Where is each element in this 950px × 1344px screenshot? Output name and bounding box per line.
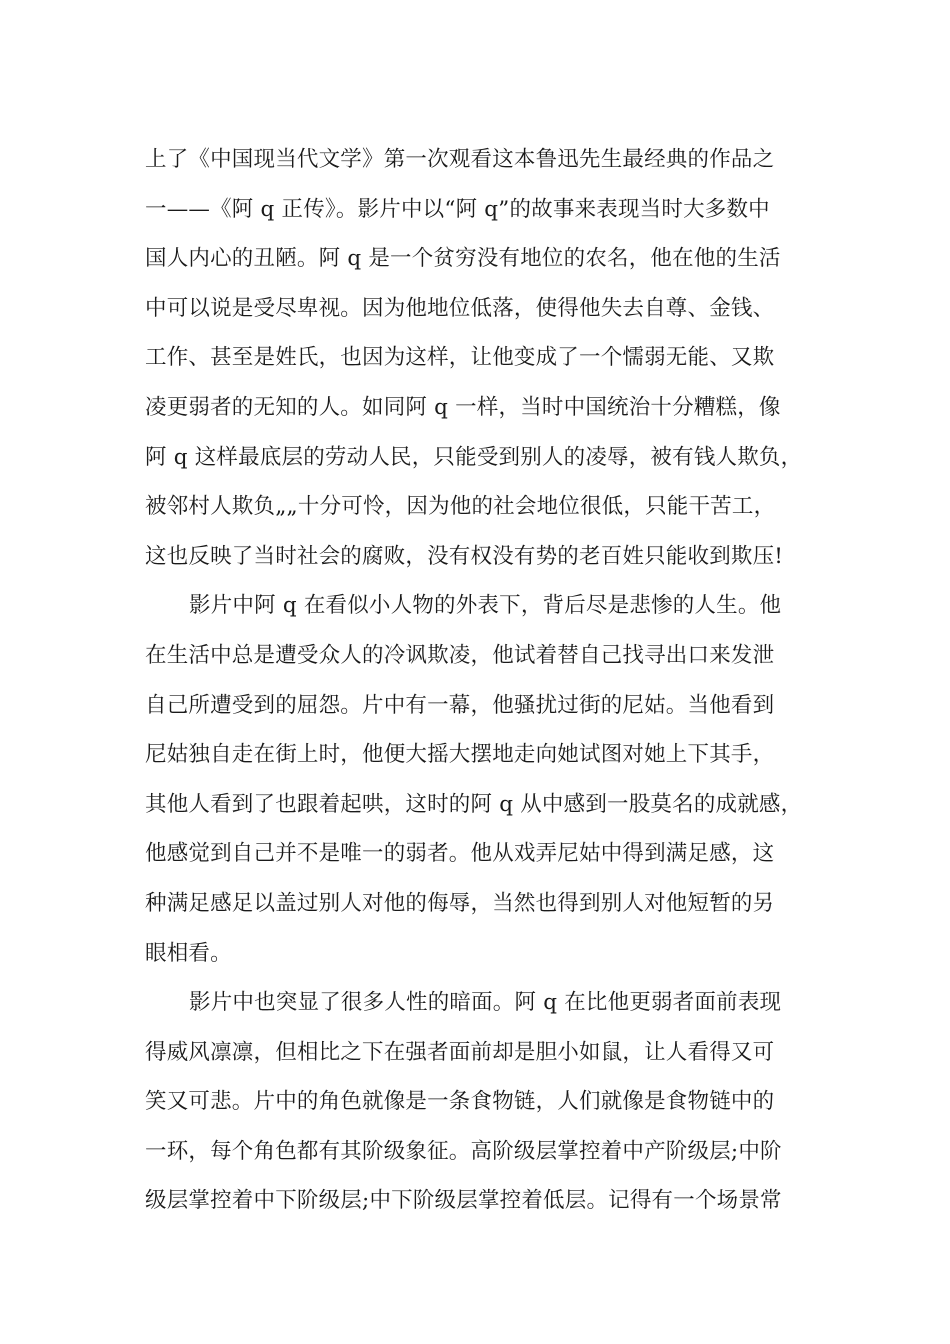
text-line: 笑又可悲。片中的角色就像是一条食物链，人们就像是食物链中的: [145, 1089, 775, 1115]
paragraph-first-line: 影片中阿 q 在看似小人物的外表下，背后尽是悲惨的人生。他: [189, 593, 782, 619]
paragraph-first-line: 影片中也突显了很多人性的暗面。阿 q 在比他更弱者面前表现: [189, 990, 782, 1016]
text-line: 一环，每个角色都有其阶级象征。高阶级层掌控着中产阶级层;中阶: [145, 1138, 782, 1164]
text-line: 在生活中总是遭受众人的冷讽欺凌，他试着替自己找寻出口来发泄: [145, 642, 775, 668]
text-line: 他感觉到自己并不是唯一的弱者。他从戏弄尼姑中得到满足感，这: [145, 841, 775, 867]
text-line: 被邻村人欺负„„十分可怜，因为他的社会地位很低，只能干苦工，: [145, 494, 776, 520]
text-line: 一——《阿 q 正传》。影片中以“阿 q”的故事来表现当时大多数中: [145, 196, 770, 222]
text-line: 这也反映了当时社会的腐败，没有权没有势的老百姓只能收到欺压!: [145, 543, 784, 569]
text-line: 阿 q 这样最底层的劳动人民，只能受到别人的凌辱，被有钱人欺负，: [145, 444, 803, 470]
text-line: 凌更弱者的无知的人。如同阿 q 一样，当时中国统治十分糟糕，像: [145, 394, 781, 420]
text-line: 工作、甚至是姓氏，也因为这样，让他变成了一个懦弱无能、又欺: [145, 345, 775, 371]
text-line: 上了《中国现当代文学》第一次观看这本鲁迅先生最经典的作品之: [145, 147, 775, 172]
text-line: 得威风凛凛，但相比之下在强者面前却是胆小如鼠，让人看得又可: [145, 1039, 775, 1065]
text-line: 种满足感足以盖过别人对他的侮辱，当然也得到别人对他短暂的另: [145, 890, 775, 916]
text-line: 国人内心的丑陋。阿 q 是一个贫穷没有地位的农名，他在他的生活: [145, 246, 781, 272]
text-line: 尼姑独自走在街上时，他便大摇大摆地走向她试图对她上下其手，: [145, 742, 775, 768]
text-line: 中可以说是受尽卑视。因为他地位低落，使得他失去自尊、金钱、: [145, 295, 775, 321]
text-line: 眼相看。: [145, 940, 232, 966]
text-line: 其他人看到了也跟着起哄，这时的阿 q 从中感到一股莫名的成就感，: [145, 791, 803, 817]
essay-body: [145, 135, 825, 1226]
text-line: 级层掌控着中下阶级层;中下阶级层掌控着低层。记得有一个场景常: [145, 1188, 782, 1214]
text-line: 自己所遭受到的屈怨。片中有一幕，他骚扰过街的尼姑。当他看到: [145, 692, 775, 718]
